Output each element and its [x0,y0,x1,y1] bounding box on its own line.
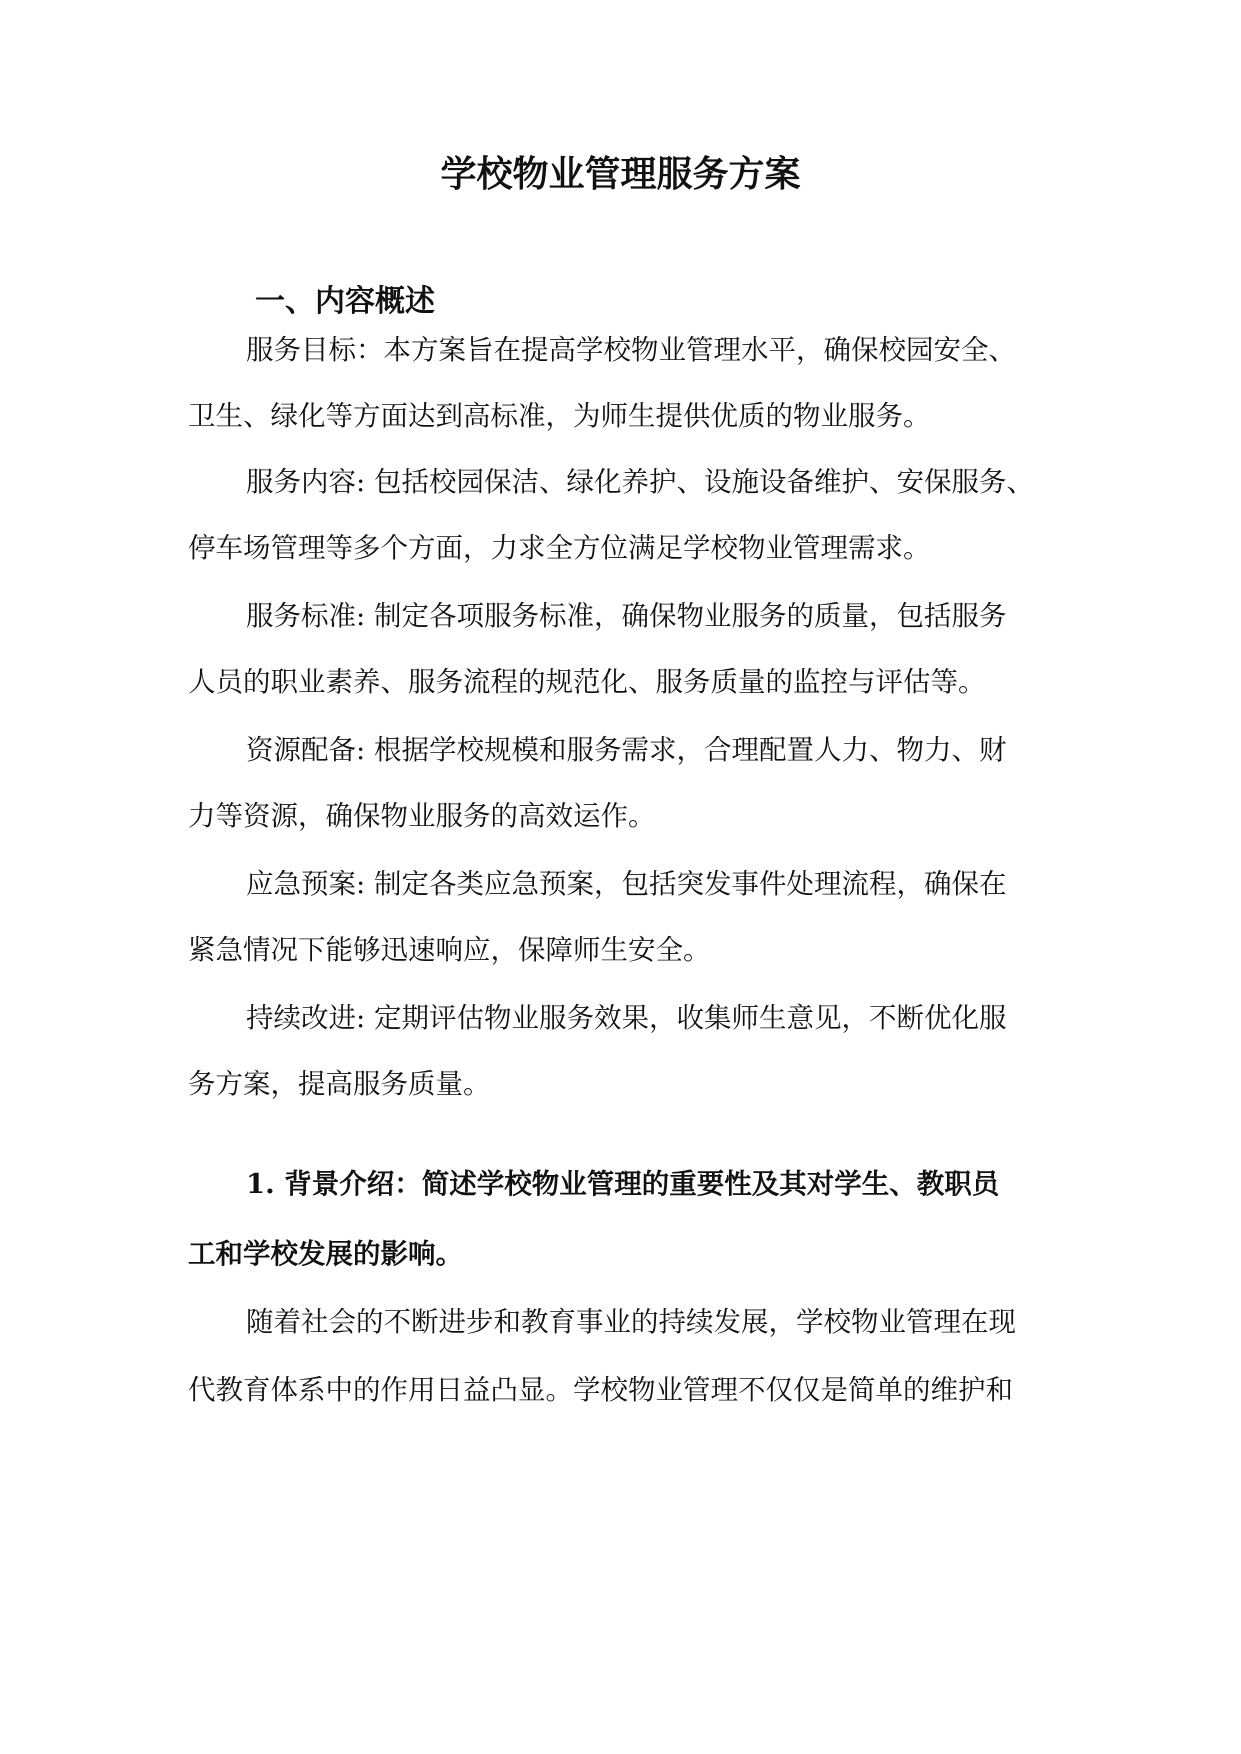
paragraph-line: 卫生、绿化等方面达到高标准，为师生提供优质的物业服务。 [188,400,931,432]
paragraph-line: 务方案，提高服务质量。 [188,1068,491,1100]
subsection-heading-line: 1. 背景介绍：简述学校物业管理的重要性及其对学生、教职员 [246,1168,1000,1200]
subsection-heading-line: 工和学校发展的影响。 [188,1238,463,1270]
paragraph-line: 停车场管理等多个方面，力求全方位满足学校物业管理需求。 [188,532,931,564]
paragraph-line: 力等资源，确保物业服务的高效运作。 [188,800,656,832]
paragraph-line: 随着社会的不断进步和教育事业的持续发展，学校物业管理在现 [246,1306,1016,1338]
paragraph-line: 代教育体系中的作用日益凸显。学校物业管理不仅仅是简单的维护和 [188,1374,1013,1406]
paragraph-line: 紧急情况下能够迅速响应，保障师生安全。 [188,934,711,966]
section-heading: 一、内容概述 [255,284,435,319]
document-title: 学校物业管理服务方案 [440,153,801,195]
paragraph-line: 服务内容: 包括校园保洁、绿化养护、设施设备维护、安保服务、 [246,466,1035,498]
paragraph-line: 人员的职业素养、服务流程的规范化、服务质量的监控与评估等。 [188,666,986,698]
paragraph-line: 服务目标：本方案旨在提高学校物业管理水平，确保校园安全、 [246,334,1016,366]
paragraph-line: 持续改进: 定期评估物业服务效果，收集师生意见，不断优化服 [246,1002,1007,1034]
paragraph-line: 服务标准: 制定各项服务标准，确保物业服务的质量，包括服务 [246,600,1007,632]
paragraph-line: 资源配备: 根据学校规模和服务需求，合理配置人力、物力、财 [246,734,1007,766]
paragraph-line: 应急预案: 制定各类应急预案，包括突发事件处理流程，确保在 [246,868,1007,900]
